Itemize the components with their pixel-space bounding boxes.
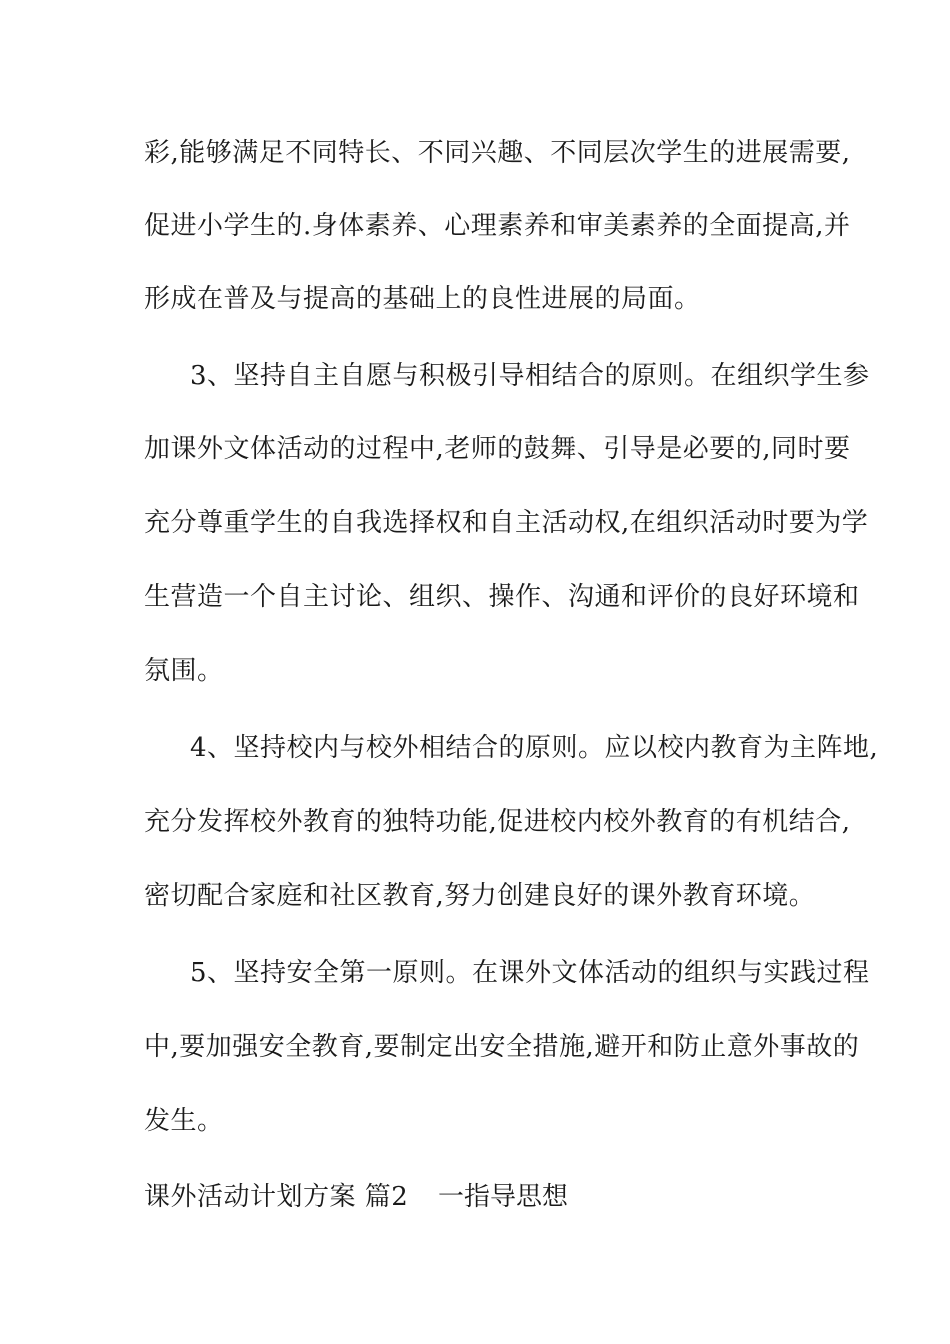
paragraph-line: 形成在普及与提高的基础上的良性进展的局面。 bbox=[144, 284, 701, 314]
paragraph-line: 3、坚持自主自愿与积极引导相结合的原则。在组织学生参 bbox=[190, 361, 870, 391]
section-heading-subtitle: 一指导思想 bbox=[438, 1182, 569, 1212]
paragraph-line: 密切配合家庭和社区教育,努力创建良好的课外教育环境。 bbox=[144, 881, 816, 911]
paragraph-line: 氛围。 bbox=[144, 656, 224, 686]
section-heading-title: 课外活动计划方案 篇2 bbox=[144, 1182, 409, 1212]
paragraph-line: 5、坚持安全第一原则。在课外文体活动的组织与实践过程 bbox=[190, 958, 870, 988]
paragraph-line: 促进小学生的.身体素养、心理素养和审美素养的全面提高,并 bbox=[144, 211, 851, 241]
paragraph-line: 4、坚持校内与校外相结合的原则。应以校内教育为主阵地, bbox=[190, 733, 879, 763]
paragraph-line: 中,要加强安全教育,要制定出安全措施,避开和防止意外事故的 bbox=[144, 1032, 860, 1062]
paragraph-line: 彩,能够满足不同特长、不同兴趣、不同层次学生的进展需要, bbox=[144, 138, 851, 168]
paragraph-line: 充分发挥校外教育的独特功能,促进校内校外教育的有机结合, bbox=[144, 807, 851, 837]
paragraph-line: 加课外文体活动的过程中,老师的鼓舞、引导是必要的,同时要 bbox=[144, 434, 851, 464]
paragraph-line: 发生。 bbox=[144, 1106, 224, 1136]
paragraph-line: 生营造一个自主讨论、组织、操作、沟通和评价的良好环境和 bbox=[144, 582, 860, 612]
paragraph-line: 充分尊重学生的自我选择权和自主活动权,在组织活动时要为学 bbox=[144, 508, 869, 538]
